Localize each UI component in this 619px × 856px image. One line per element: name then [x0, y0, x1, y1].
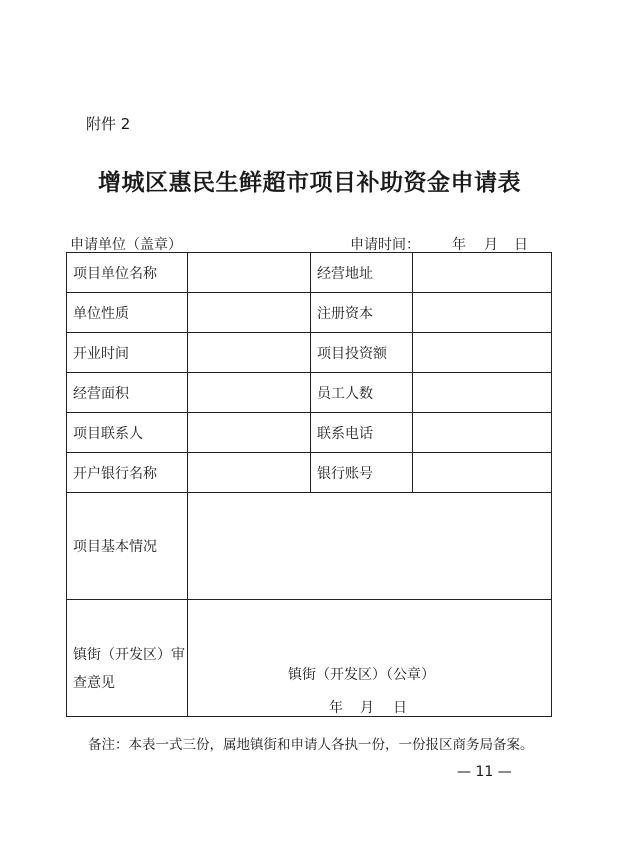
- apply-day-label: 日: [514, 237, 528, 253]
- project-investment-field[interactable]: [413, 333, 552, 373]
- page-number: — 11 —: [457, 764, 512, 780]
- official-seal-label: 镇街（开发区）（公章）: [288, 667, 435, 683]
- basic-info-label: 项目基本情况: [67, 493, 188, 600]
- employee-count-field[interactable]: [413, 373, 552, 413]
- apply-time-label: 申请时间：: [350, 237, 420, 253]
- form-row-business-area: [67, 373, 552, 413]
- bank-account-label: 银行账号: [311, 453, 413, 493]
- business-address-label: 经营地址: [311, 253, 413, 293]
- applicant-unit-label: 申请单位（盖章）: [70, 237, 182, 253]
- form-row-opening-time: [67, 333, 552, 373]
- business-address-field[interactable]: [413, 253, 552, 293]
- unit-nature-field[interactable]: [188, 293, 311, 333]
- page-title: 增城区惠民生鲜超市项目补助资金申请表: [98, 169, 521, 196]
- unit-nature-label: 单位性质: [67, 293, 188, 333]
- registered-capital-field[interactable]: [413, 293, 552, 333]
- opening-time-field[interactable]: [188, 333, 311, 373]
- opinion-year-label: 年: [329, 700, 343, 716]
- project-contact-label: 项目联系人: [67, 413, 188, 453]
- project-contact-field[interactable]: [188, 413, 311, 453]
- review-opinion-label: [67, 600, 188, 717]
- attachment-label: 附件 2: [86, 115, 131, 133]
- registered-capital-label: 注册资本: [311, 293, 413, 333]
- business-area-label: 经营面积: [67, 373, 188, 413]
- opinion-month-label: 月: [360, 700, 374, 716]
- contact-phone-field[interactable]: [413, 413, 552, 453]
- footnote: 备注：本表一式三份，属地镇街和申请人各执一份，一份报区商务局备案。: [88, 737, 534, 753]
- apply-month-label: 月: [484, 237, 498, 253]
- basic-info-field[interactable]: [188, 493, 552, 600]
- form-row-basic-info: [67, 493, 552, 600]
- form-row-project-unit: [67, 253, 552, 293]
- opinion-day-label: 日: [393, 700, 407, 716]
- form-row-review-opinion: [67, 600, 552, 717]
- bank-name-label: 开户银行名称: [67, 453, 188, 493]
- form-row-bank: [67, 453, 552, 493]
- form-row-unit-nature: [67, 293, 552, 333]
- bank-name-field[interactable]: [188, 453, 311, 493]
- review-opinion-field[interactable]: [188, 600, 552, 717]
- contact-phone-label: 联系电话: [311, 413, 413, 453]
- review-opinion-label-line2: 查意见: [73, 675, 115, 691]
- project-unit-name-field[interactable]: [188, 253, 311, 293]
- business-area-field[interactable]: [188, 373, 311, 413]
- form-row-contact: [67, 413, 552, 453]
- bank-account-field[interactable]: [413, 453, 552, 493]
- apply-year-label: 年: [452, 237, 466, 253]
- opening-time-label: 开业时间: [67, 333, 188, 373]
- review-opinion-label-line1: 镇街（开发区）审: [73, 647, 185, 663]
- project-unit-name-label: 项目单位名称: [67, 253, 188, 293]
- application-form-table: [66, 252, 552, 717]
- employee-count-label: 员工人数: [311, 373, 413, 413]
- project-investment-label: 项目投资额: [311, 333, 413, 373]
